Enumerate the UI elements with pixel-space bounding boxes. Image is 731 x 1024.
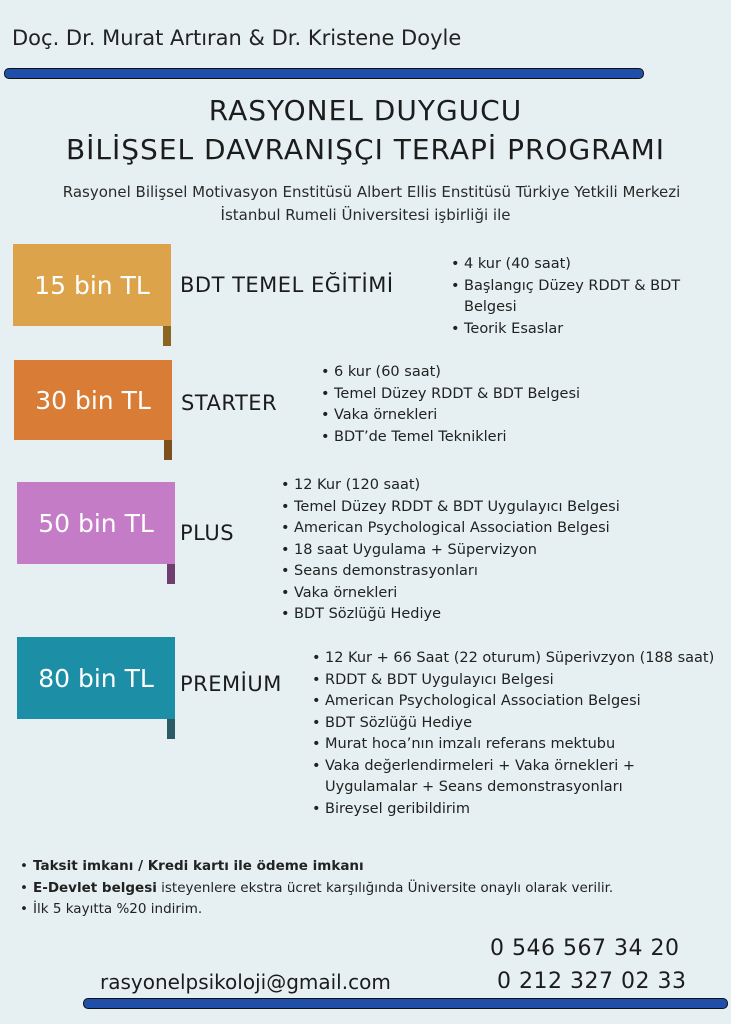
package-name-starter: STARTER [181, 391, 278, 415]
feature-item-continued: Belgesi [464, 299, 517, 315]
subtitle-line-1: Rasyonel Bilişsel Motivasyon Enstitüsü Albert Ellis Enstitüsü Türkiye Yetkili Merkezi [62, 183, 681, 201]
feature-item: • Vaka örnekleri [321, 405, 580, 427]
note-discount: • İlk 5 kayıtta %20 indirim. [20, 899, 613, 921]
feature-item: • BDT Sözlüğü Hediye [312, 713, 714, 735]
feature-item: • 4 kur (40 saat) [451, 254, 680, 276]
feature-list-starter [321, 362, 580, 448]
feature-item: • 12 Kur (120 saat) [281, 475, 620, 497]
feature-item: • 12 Kur + 66 Saat (22 oturum) Süperivzyon (188 saat) [312, 648, 714, 670]
feature-item: • Murat hoca’nın imzalı referans mektubu [312, 734, 714, 756]
feature-item: • 6 kur (60 saat) [321, 362, 580, 384]
feature-item: • BDT’de Temel Teknikleri [321, 427, 580, 449]
note-edevlet-text: isteyenlere ekstra ücret karşılığında Üniversite onaylı olarak verilir. [156, 879, 614, 896]
feature-list-premium [312, 648, 714, 820]
phone-landline: 0 212 327 02 33 [497, 969, 687, 994]
authors: Doç. Dr. Murat Artıran & Dr. Kristene Doyle [12, 26, 462, 50]
email-address: rasyonelpsikoloji@gmail.com [100, 970, 391, 994]
feature-item: • BDT Sözlüğü Hediye [281, 604, 620, 626]
feature-item-continued: Uygulamalar + Seans demonstrasyonları [325, 779, 623, 795]
price-tag-80: 80 bin TL [17, 637, 175, 719]
note-edevlet [20, 878, 613, 900]
package-name-plus: PLUS [180, 521, 235, 545]
title-line-1: RASYONEL DUYGUCU [208, 94, 523, 127]
feature-item: • Vaka örnekleri [281, 583, 620, 605]
feature-item: • American Psychological Association Belgesi [312, 691, 714, 713]
note-edevlet-bold: E-Devlet belgesi [33, 879, 157, 896]
price-tag-15: 15 bin TL [13, 244, 171, 326]
subtitle-line-2: İstanbul Rumeli Üniversitesi işbirliği ile [220, 206, 511, 224]
notes-list [20, 856, 613, 921]
price-tag-50: 50 bin TL [17, 482, 175, 564]
bottom-divider-bar [83, 998, 728, 1009]
price-tag-30: 30 bin TL [14, 360, 172, 440]
package-name-temel: BDT TEMEL EĞİTİMİ [180, 273, 394, 297]
feature-item: • Bireysel geribildirim [312, 799, 714, 821]
feature-item: • Temel Düzey RDDT & BDT Uygulayıcı Belgesi [281, 497, 620, 519]
feature-item: • Vaka değerlendirmeleri + Vaka örnekleri + [312, 756, 714, 778]
feature-item: • Seans demonstrasyonları [281, 561, 620, 583]
feature-item: • Temel Düzey RDDT & BDT Belgesi [321, 384, 580, 406]
feature-item: • RDDT & BDT Uygulayıcı Belgesi [312, 670, 714, 692]
feature-list-temel [451, 254, 680, 340]
note-installments [20, 856, 613, 878]
title-line-2: BİLİŞSEL DAVRANIŞÇI TERAPİ PROGRAMI [65, 133, 666, 166]
phone-mobile: 0 546 567 34 20 [490, 936, 680, 961]
feature-item: • Başlangıç Düzey RDDT & BDT [451, 276, 680, 298]
feature-item: • Teorik Esaslar [451, 319, 680, 341]
top-divider-bar [4, 68, 644, 79]
package-name-premium: PREMİUM [180, 672, 282, 696]
note-installments-text: Taksit imkanı / Kredi kartı ile ödeme imkanı [33, 858, 364, 874]
feature-list-plus [281, 475, 620, 626]
feature-item: • 18 saat Uygulama + Süpervizyon [281, 540, 620, 562]
feature-item: • American Psychological Association Belgesi [281, 518, 620, 540]
